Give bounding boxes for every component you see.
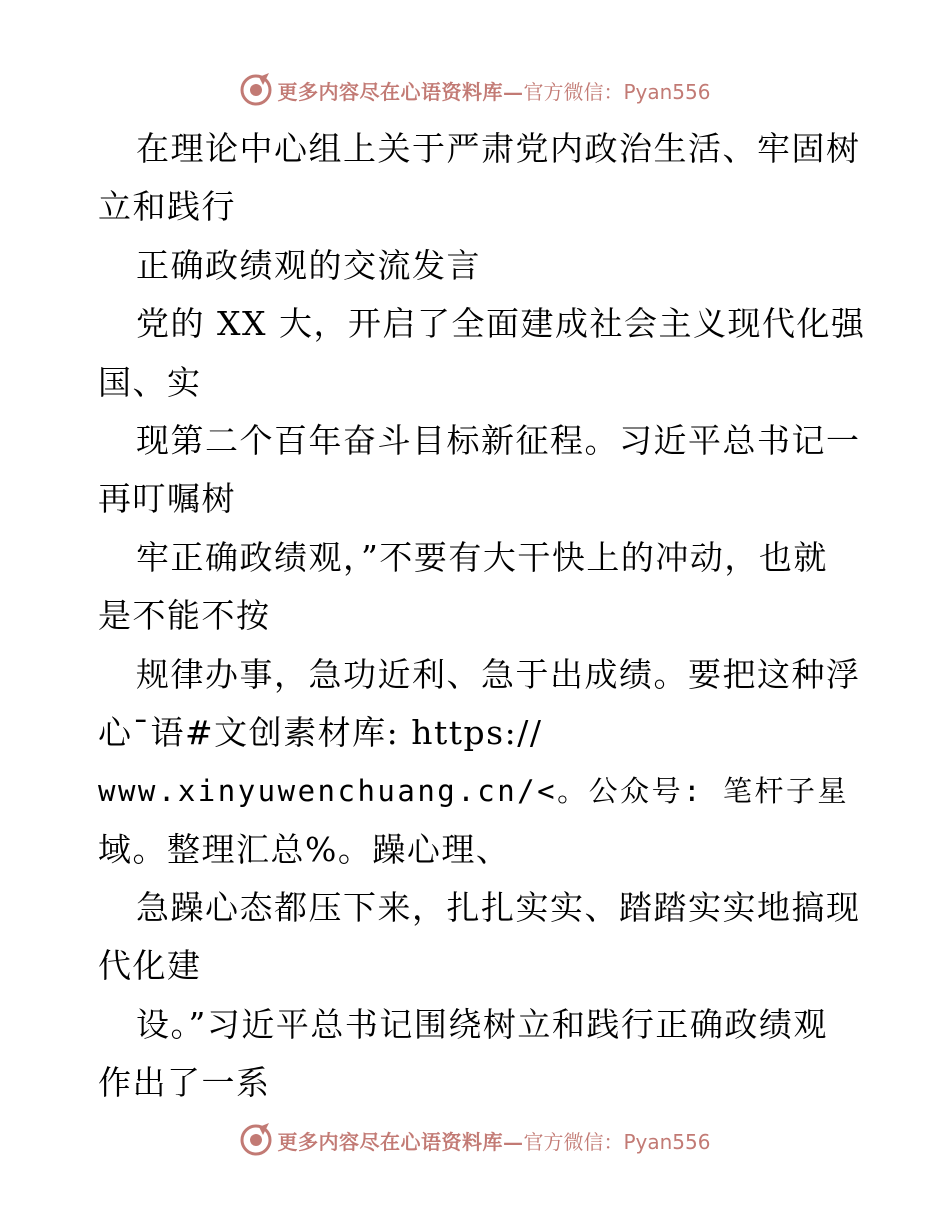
brand-logo-icon: [239, 1123, 273, 1157]
text-line: 代化建: [98, 946, 202, 986]
text-line: 心¯语#文创素材库: https://: [98, 712, 543, 752]
text-line: 党的 XX 大，开启了全面建成社会主义现代化强: [136, 304, 866, 344]
text-line: 再叮嘱树: [98, 479, 236, 519]
text-line: 牢正确政绩观，”不要有大干快上的冲动，也就: [136, 537, 828, 577]
text-line: 急躁心态都压下来，扎扎实实、踏踏实实地搞现: [136, 888, 861, 928]
text-line: 在理论中心组上关于严肃党内政治生活、牢固树: [136, 129, 861, 168]
text-line: 域。整理汇总%。躁心理、: [98, 829, 511, 869]
text-line: 立和践行: [98, 187, 236, 227]
watermark-text: 更多内容尽在心语资料库—: [277, 79, 524, 104]
document-body: [98, 120, 866, 1113]
text-line: 是不能不按: [98, 596, 271, 636]
watermark-text: 更多内容尽在心语资料库—: [277, 1129, 524, 1154]
text-line: 现第二个百年奋斗目标新征程。习近平总书记一: [136, 420, 861, 460]
text-line: 作出了一系: [98, 1063, 271, 1103]
text-line: 国、实: [98, 362, 202, 402]
text-line: 规律办事，急功近利、急于出成绩。要把这种浮: [136, 654, 861, 694]
footer-watermark: [0, 1120, 950, 1160]
brand-logo-icon: [239, 73, 273, 107]
watermark-wechat: 官方微信：Pyan556: [523, 1129, 711, 1154]
text-line: 正确政绩观的交流发言: [136, 245, 481, 285]
text-line: www.xinyuwenchuang.cn/<。公众号: 笔杆子星: [98, 774, 849, 809]
watermark-wechat: 官方微信：Pyan556: [523, 79, 711, 104]
text-line: 设。”习近平总书记围绕树立和践行正确政绩观: [136, 1004, 828, 1044]
header-watermark: [0, 70, 950, 110]
